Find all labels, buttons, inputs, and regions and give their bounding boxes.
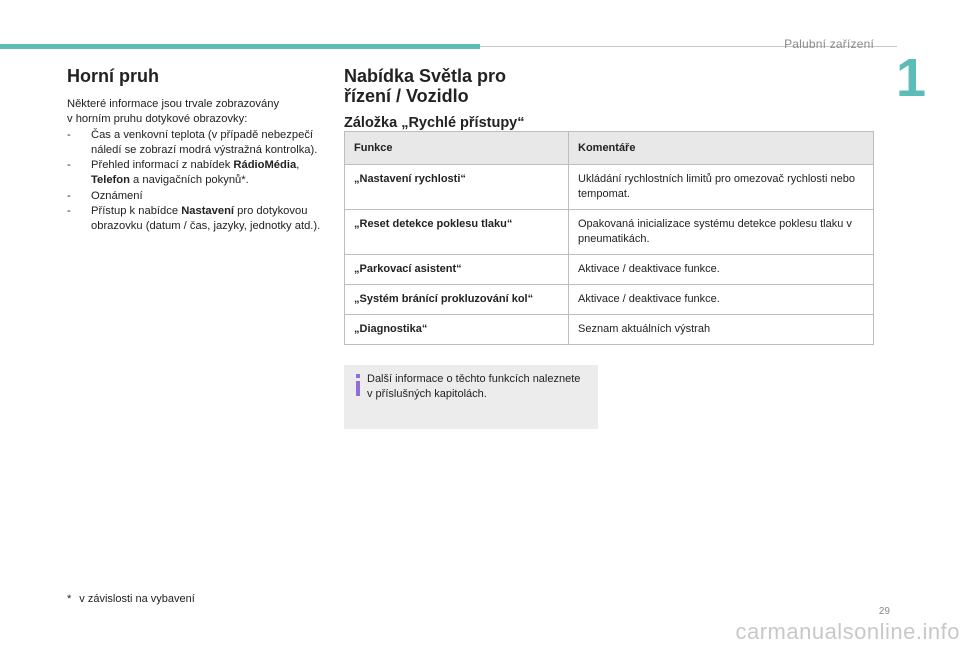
footnote [67,593,195,605]
table-cell-comment: Aktivace / deaktivace funkce. [569,285,874,315]
info-icon [352,373,364,397]
table-row [345,315,874,345]
chapter-title: Palubní zařízení [784,37,874,51]
table-row [345,255,874,285]
column-header-function: Funkce [345,132,569,165]
menu-name-telefon: Telefon [91,174,130,187]
list-dash: - [67,189,71,202]
intro-line-1: Některé informace jsou trvale zobrazovány [67,98,280,110]
section-title-lights-vehicle: Nabídka Světla pro řízení / Vozidlo [344,66,507,106]
quick-access-table [344,131,874,345]
table-cell-function: „Nastavení rychlosti“ [345,165,569,210]
page-number: 29 [878,606,890,617]
list-item-text: Oznámení [91,189,143,202]
menu-name-nastaveni: Nastavení [181,205,235,218]
watermark: carmanualsonline.info [735,619,960,644]
list-item [67,189,335,204]
list-item-text: Čas a venkovní teplota (v případě nebezpečí náledí se zobrazí modrá výstražná kontrolka). [91,128,318,156]
info-box [344,365,598,429]
table-header-row [345,132,874,165]
list-item [67,128,335,159]
footnote-text: v závislosti na vybavení [79,593,195,605]
table-cell-function: „Diagnostika“ [345,315,569,345]
list-item [67,158,335,189]
table-cell-comment: Seznam aktuálních výstrah [569,315,874,345]
left-column [67,66,335,235]
list-dash: - [67,128,71,141]
table-cell-function: „Reset detekce poklesu tlaku“ [345,210,569,255]
table-cell-function: „Parkovací asistent“ [345,255,569,285]
list-item-text-mid: , [296,159,300,172]
table-cell-function: „Systém bránící prokluzování kol“ [345,285,569,315]
table-cell-comment: Ukládání rychlostních limitů pro omezovač rychlosti nebo tempomat. [569,165,874,210]
list-dash: - [67,159,71,172]
table-row [345,285,874,315]
intro-paragraph [67,97,335,128]
table-cell-comment: Aktivace / deaktivace funkce. [569,255,874,285]
menu-name-radiomedia: RádioMédia [233,159,297,172]
subsection-title-quick-access: Záložka „Rychlé přístupy“ [344,115,525,131]
intro-line-2: v horním pruhu dotykové obrazovky: [67,113,248,126]
chapter-number: 1 [896,48,927,108]
section-title-top-bar: Horní pruh [67,66,159,86]
list-item-text-post: a navigačních pokynů*. [129,174,249,187]
right-column [344,66,874,400]
list-item [67,204,335,235]
info-text: Další informace o těchto funkcích naleznete v příslušných kapitolách. [367,373,581,400]
table-cell-comment: Opakovaná inicializace systému detekce poklesu tlaku v pneumatikách. [569,210,874,255]
column-header-comments: Komentáře [569,132,874,165]
top-bar-info-list [67,128,335,235]
list-item-text-pre: Přehled informací z nabídek [91,159,234,172]
top-accent-bar [0,44,480,49]
footnote-asterisk: * [67,593,72,605]
table-row [345,165,874,210]
list-item-text-pre: Přístup k nabídce [91,205,182,218]
list-item-text-post: pro dotykovou obrazovku (datum / čas, jazyky, jednotky atd.). [91,205,321,233]
list-dash: - [67,205,71,218]
table-row [345,210,874,255]
